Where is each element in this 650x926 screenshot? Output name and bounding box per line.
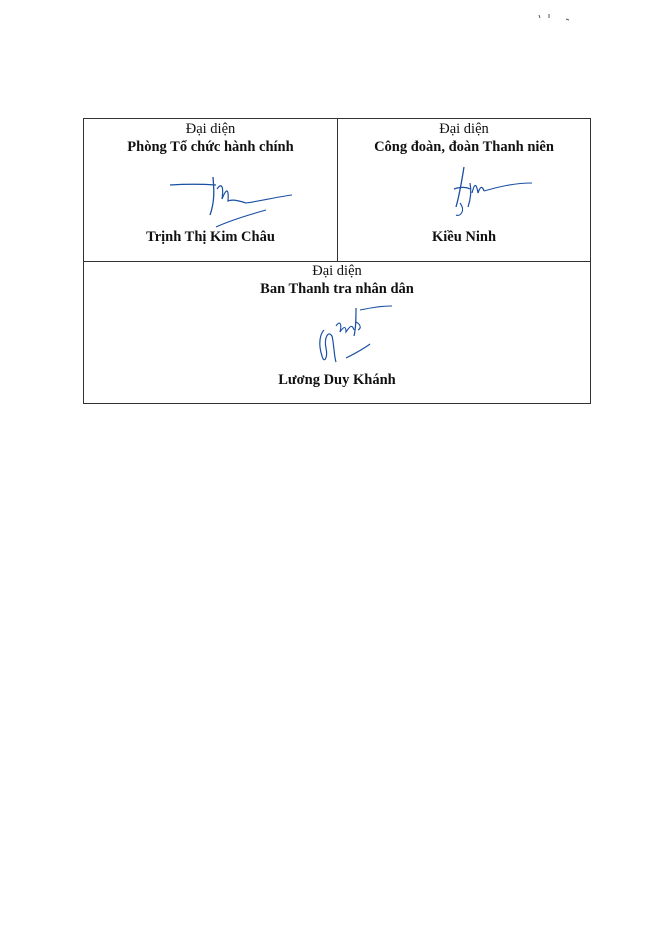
signature-table: [83, 118, 591, 404]
role-label: Đại diện: [185, 121, 236, 137]
signature-image: [166, 175, 296, 237]
signer-name: Lương Duy Khánh: [278, 372, 396, 388]
signature-image: [312, 300, 402, 372]
signature-image: [446, 163, 541, 221]
signer-name: Kiều Ninh: [431, 229, 497, 245]
unit-label: Ban Thanh tra nhân dân: [260, 281, 414, 297]
signature-cell-inspection: [84, 262, 590, 403]
signature-cell-hr: [84, 119, 338, 262]
signature-cell-union: [338, 119, 590, 262]
role-label: Đại diện: [439, 121, 489, 137]
unit-label: Công đoàn, đoàn Thanh niên: [374, 139, 554, 155]
scan-mark: [536, 10, 576, 24]
role-label: Đại diện: [312, 263, 362, 279]
unit-label: Phòng Tổ chức hành chính: [127, 139, 294, 155]
signer-name: Trịnh Thị Kim Châu: [146, 229, 275, 245]
